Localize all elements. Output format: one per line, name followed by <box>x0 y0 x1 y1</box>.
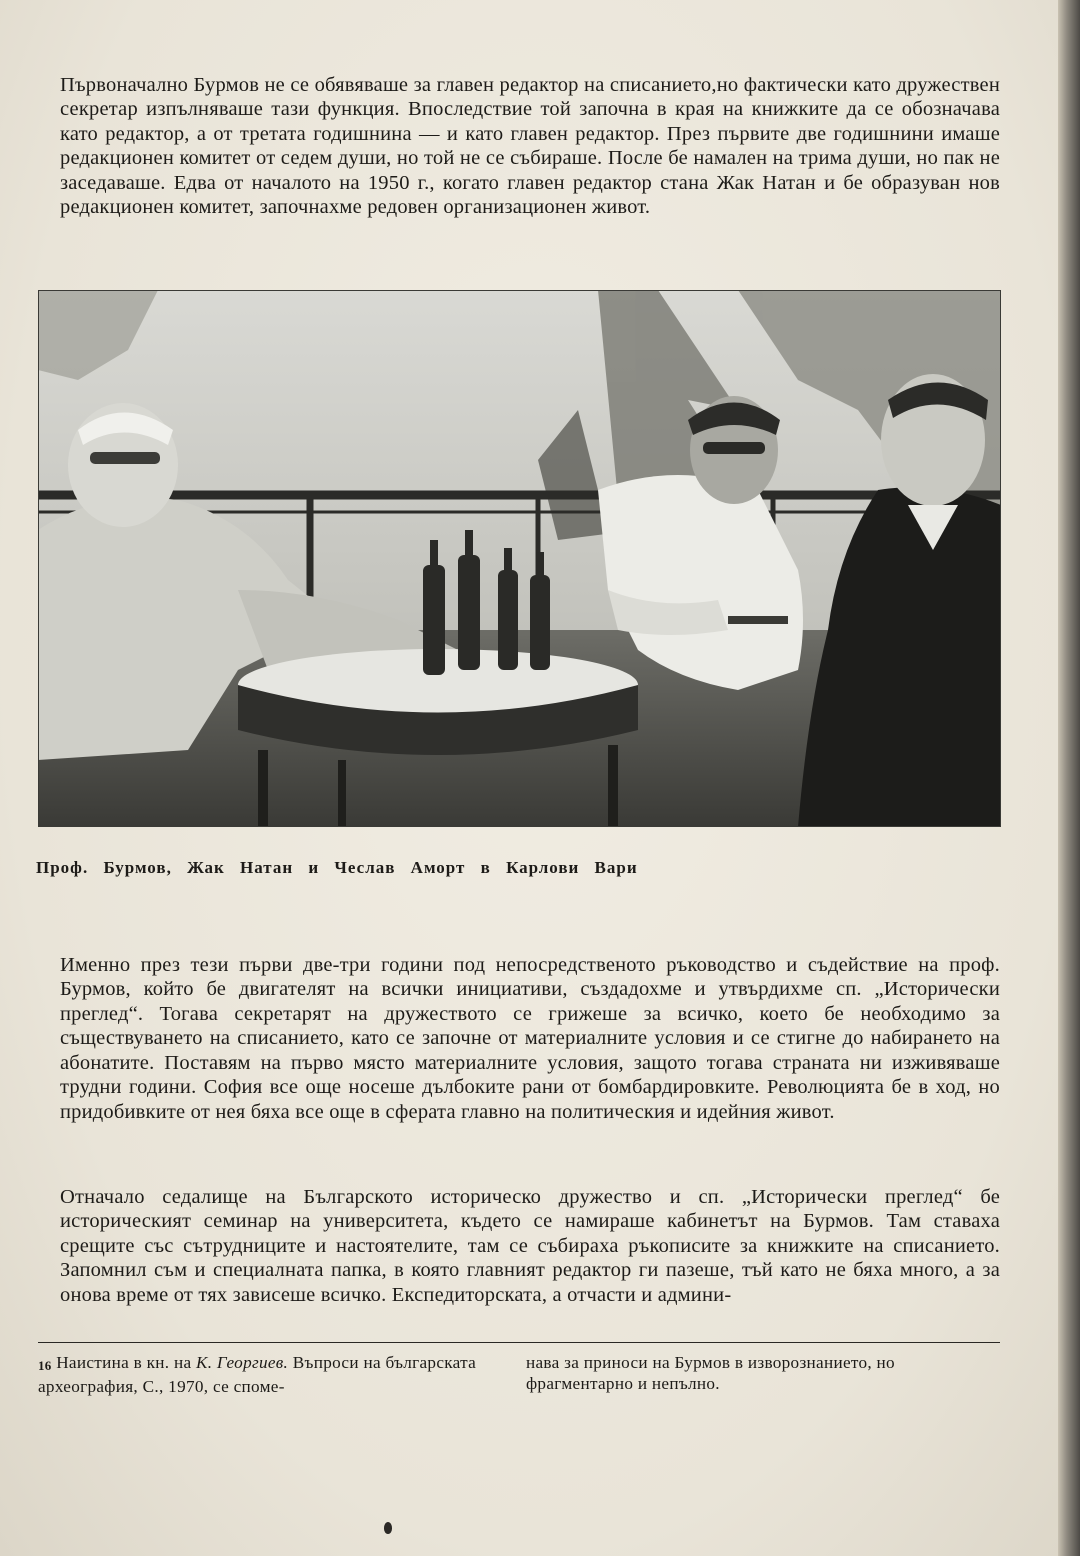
page-edge-shadow <box>1058 0 1080 1556</box>
footnote-text-rest: Въпроси на българската археография, С., 1970, се споме- <box>38 1353 477 1396</box>
footnote-divider <box>38 1342 1000 1343</box>
ink-spot <box>384 1522 392 1534</box>
historical-photo <box>38 290 1001 827</box>
footnote-left-column <box>38 1352 508 1397</box>
paragraph-editorial-history: Първоначално Бурмов не се обявяваше за главен редактор на списанието,но фактически като дружествен секретар изпълняваше тази функция. Впоследствие той започна в края на книжките да се обозначава като редактор, а от третата годишнина — и като главен редактор. През първите две годишнини имаше редакционен комитет от седем души, но той не се събираше. После бе намален на трима души, но пак не заседаваше. Едва от началото на 1950 г., когато главен редактор стана Жак Натан и бе образуван нов редакционен комитет, започнахме редовен организационен живот. <box>60 73 1000 219</box>
photo-caption: Проф. Бурмов, Жак Натан и Чеслав Аморт в Карлови Вари <box>36 858 638 877</box>
footnote-number: 16 <box>38 1358 52 1373</box>
paragraph-society-seat: Отначало седалище на Българското историческо дружество и сп. „Исторически преглед“ бе историческият семинар на университета, където се намираше кабинетът на Бурмов. Там ставаха срещите със сътрудниците и настоятелите, там се събираха ръкописите за книжките на списанието. Запомнил съм и специалната папка, в която главният редактор ги пазеше, тъй като не бяха много, а за онова време от тях зависеше всичко. Експедиторската, а отчасти и админи- <box>60 1185 1000 1306</box>
footnote-text-start: Наистина в кн. на <box>56 1353 196 1372</box>
footnote-right-column: нава за приноси на Бурмов в изворознанието, но фрагментарно и непълно. <box>526 1353 895 1393</box>
paragraph-founding-years: Именно през тези първи две-три години под непосредственото ръководство и съдействие на проф. Бурмов, който бе двигателят на всички инициативи, създадохме и утвърдихме сп. „Исторически преглед“. Тогава секретарят на дружеството се грижеше за всичко, което бе необходимо за съществуването на списанието, като се започне от материалните условия и се стигне до набирането на абонатите. Поставям на първо място материалните условия, защото тогава страната ни изживяваше трудни години. София все още носеше дълбоките рани от бомбардировките. Революцията бе в ход, но придобивките от нея бяха все още в сферата главно на политическия и идейния живот. <box>60 953 1000 1124</box>
photo-three-men-at-table <box>38 290 1001 827</box>
footnote-author: К. Георгиев. <box>196 1353 289 1372</box>
